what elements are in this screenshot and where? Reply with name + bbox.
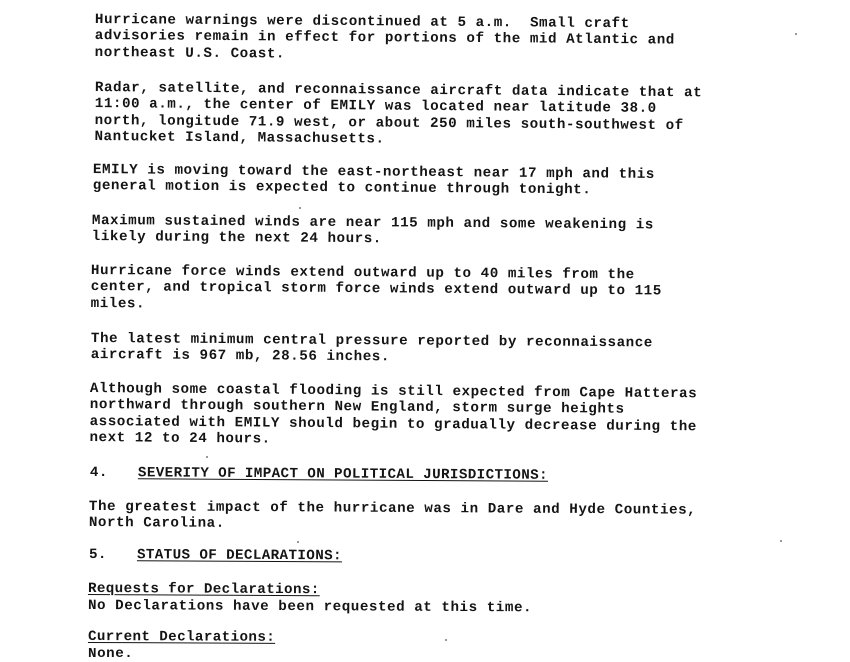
- current-heading: [88, 629, 275, 646]
- text-line: EMILY is moving toward the east-northeast near 17 mph and this: [92, 162, 655, 183]
- text-line: No Declarations have been requested at this time.: [87, 598, 533, 617]
- text-line: 11:00 a.m., the center of EMILY was located near latitude 38.0: [94, 96, 657, 118]
- text-line: Radar, satellite, and reconnaissance aircraft data indicate that at: [94, 80, 703, 102]
- text-line: miles.: [90, 295, 146, 313]
- text-line: Hurricane force winds extend outward up to 40 miles from the: [90, 263, 635, 284]
- scan-speck: [795, 33, 797, 35]
- section-number: 5.: [88, 547, 107, 564]
- text-line: Maximum sustained winds are near 115 mph and some weakening is: [91, 213, 654, 234]
- text-line: The latest minimum central pressure reported by reconnaissance: [90, 331, 653, 352]
- paragraph-warnings: [95, 12, 675, 66]
- section-number: 4.: [89, 465, 108, 482]
- text-line: associated with EMILY should begin to gradually decrease during the: [89, 413, 697, 436]
- text-line: None.: [88, 646, 134, 662]
- text-line: Nantucket Island, Massachusetts.: [94, 129, 385, 148]
- text-line: Hurricane warnings were discontinued at 5 a.m. Small craft: [94, 12, 630, 33]
- text-line: northward through southern New England, storm surge heights: [89, 397, 625, 419]
- paragraph-pressure: [91, 331, 653, 368]
- paragraph-wind-extent: [91, 263, 662, 317]
- section-title: STATUS OF DECLARATIONS:: [136, 547, 343, 565]
- text-line: The greatest impact of the hurricane was in Dare and Hyde Counties,: [88, 499, 697, 519]
- text-line: center, and tropical storm force winds extend outward up to 115: [90, 279, 662, 300]
- subsection-title: Requests for Declarations:: [87, 581, 320, 599]
- section-5-heading: [89, 547, 342, 565]
- text-line: likely during the next 24 hours.: [91, 229, 382, 248]
- paragraph-motion: [93, 162, 655, 200]
- requests-text: [88, 598, 532, 617]
- text-line: aircraft is 967 mb, 28.56 inches.: [90, 347, 390, 366]
- requests-heading: [88, 581, 320, 599]
- paragraph-winds: [92, 213, 654, 250]
- subsection-title: Current Declarations:: [87, 629, 276, 646]
- scan-speck: [297, 541, 299, 543]
- text-line: north, longitude 71.9 west, or about 250 miles south-southwest of: [94, 112, 684, 134]
- text-line: advisories remain in effect for portions of the mid Atlantic and: [94, 28, 675, 49]
- scan-speck: [299, 207, 301, 209]
- text-line: northeast U.S. Coast.: [94, 44, 286, 63]
- scan-speck: [780, 540, 782, 542]
- text-line: North Carolina.: [88, 515, 225, 533]
- text-line: Although some coastal flooding is still expected from Cape Hatteras: [89, 381, 698, 403]
- paragraph-position: [94, 80, 702, 151]
- paragraph-flooding: [89, 381, 697, 452]
- section-4-heading: [90, 465, 548, 484]
- scan-speck: [206, 456, 208, 458]
- scan-speck: [445, 639, 447, 641]
- section-title: SEVERITY OF IMPACT ON POLITICAL JURISDICTIONS:: [137, 465, 549, 484]
- paragraph-impact: [89, 499, 696, 536]
- text-line: general motion is expected to continue through tonight.: [92, 178, 592, 199]
- text-line: next 12 to 24 hours.: [89, 430, 271, 448]
